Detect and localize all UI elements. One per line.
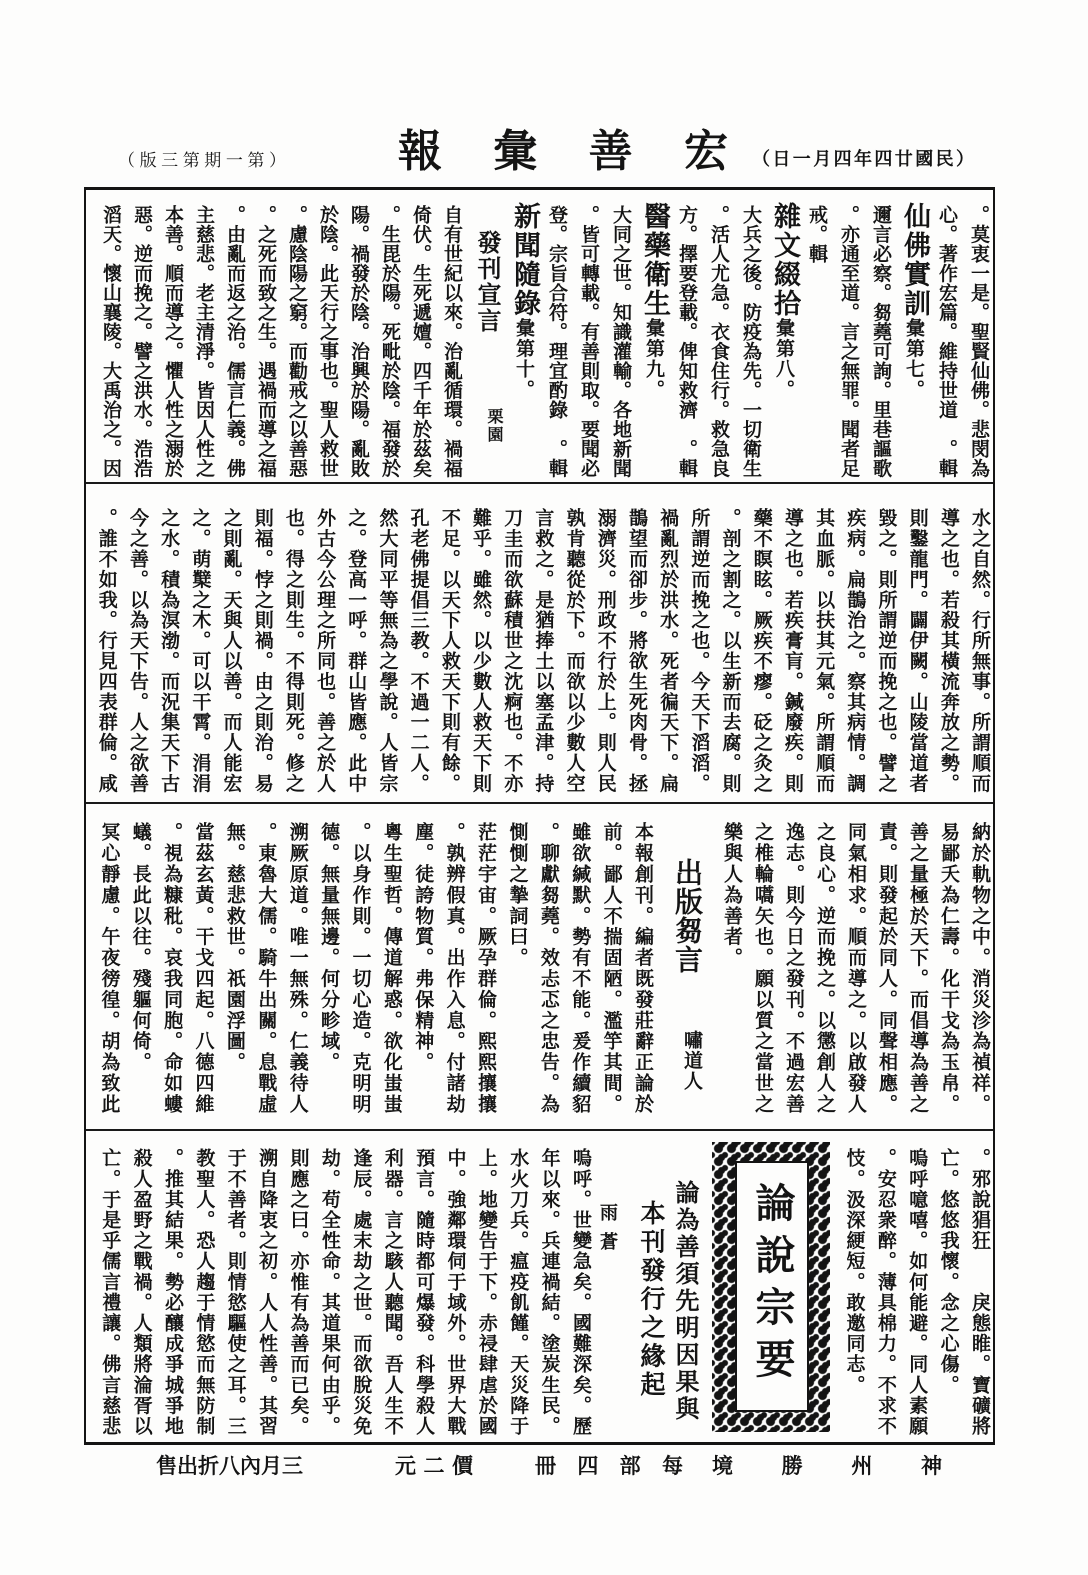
text-column: 。視為糠秕。哀我同胞。命如螻	[161, 822, 184, 1115]
column-title: 論說宗要	[749, 1182, 797, 1390]
text-column: 雖欲緘默。勢有不能。爰作續貂	[569, 822, 592, 1115]
footer-discount: 三月內八折出售	[156, 1453, 303, 1478]
text-column: 則鑿龍門。闢伊闕。山陵當道者	[906, 508, 929, 794]
text-column: 難乎。雖然。以少數人救天下則	[470, 508, 492, 794]
text-column: 。邪說猖狂 戾態睢。寶礦將	[969, 1148, 991, 1437]
text-column: 大兵之後。防疫為先。一切衛生	[740, 205, 762, 478]
text-column: 導之也。若殺其橫流奔放之勢。	[937, 508, 960, 794]
spacer	[830, 1132, 838, 1133]
text-column: 德。無量無邊。何分畛域。	[318, 822, 341, 1073]
text-column: 水之自然。行所無事。所謂順而	[969, 508, 991, 794]
text-column: 本善。順而導之。懼人性之溺於	[162, 205, 184, 478]
text-column: 劫。苟全性命。其道果何由乎。	[318, 1148, 341, 1437]
footer-price: 價二元	[395, 1453, 473, 1478]
footer-volumes: 每部四冊	[535, 1453, 683, 1478]
text-column: 亡。于是乎儒言禮讓。佛言慈悲	[99, 1148, 122, 1437]
text-column: 塵。徒誇物質。弗保精神。	[412, 822, 435, 1073]
text-column: 之。萌櫱之木。可以干霄。涓涓	[189, 508, 212, 794]
text-column: 溯厥原道。唯一無殊。仁義待人	[286, 822, 309, 1115]
section-2	[87, 485, 995, 801]
text-column: 之椎輪嚆矢也。願以質之當世之	[752, 822, 774, 1115]
text-column: 預言。隨時都可爆發。科學殺人	[413, 1148, 436, 1437]
text-column: 孔老佛提倡三教。不過一二人。	[407, 508, 430, 794]
text-column: 年以來。兵連禍結。塗炭生民。	[538, 1148, 561, 1437]
text-column: 之。登高一呼。群山皆應。此中	[345, 508, 368, 794]
text-column: 利器。言之駭人聽聞。吾人生不	[381, 1148, 404, 1437]
text-column: 逢辰。處末劫之世。而欲脫災免	[350, 1148, 373, 1437]
text-column: 樂與人為善者。	[721, 822, 743, 969]
text-column: 水火刀兵。瘟疫飢饉。天災降于	[507, 1148, 530, 1437]
text-column: 今之善。以為天下告。人之欲善	[126, 508, 149, 794]
section-3	[87, 805, 995, 1128]
text-column: 逸志。則今日之發刊。不過宏善	[783, 822, 805, 1115]
text-column: 。慮陰陽之窮。而勸戒之以善惡	[286, 205, 308, 478]
text-column: 邇言必察。芻蕘可詢。里巷謳歌	[870, 205, 892, 478]
text-column: 教聖人。恐人趨于情慾而無防制	[193, 1148, 216, 1437]
heading-sub: 彙第七。	[903, 318, 925, 400]
text-column: 言救之。是猶捧土以塞孟津。持	[532, 508, 555, 794]
heading-sub: 彙第八。	[773, 318, 795, 400]
article-subtitle: 論為善須先明因果與	[671, 1180, 701, 1423]
section-1	[87, 190, 995, 482]
section-heading	[897, 202, 931, 400]
text-column: 之則亂。天與人以善。而人能宏	[220, 508, 243, 794]
article-title: 出版芻言	[671, 858, 704, 974]
text-column: 。活人尤急。衣食住行。救急良	[708, 205, 730, 478]
text-column: 當茲玄黃。干戈四起。八德四維	[192, 822, 215, 1115]
text-column: 。孰辨假真。出作入息。付諸劫	[443, 822, 466, 1115]
text-column: 孰肯聽從於下。而欲以少數人空	[563, 508, 586, 794]
heading-sub: 彙第九。	[643, 318, 665, 400]
text-column: 大同之世。知識灌輸。各地新聞	[610, 205, 632, 478]
text-column: 主慈悲。老主清淨。皆因人性之	[193, 205, 215, 478]
text-column: 上。地變告于下。赤祲肆虐於國	[475, 1148, 498, 1437]
text-column: 溺濟災。刑政不行於上。則人民	[594, 508, 617, 794]
text-column: 粵生聖哲。傳道解惑。欲化蚩蚩	[380, 822, 403, 1115]
section-heading	[637, 202, 671, 400]
article-author: 嘯道人	[681, 1030, 703, 1092]
text-column: 納於軌物之中。消災沴為禎祥。	[969, 822, 991, 1115]
section-4	[87, 1132, 995, 1440]
heading-main: 新聞隨錄	[509, 202, 540, 318]
text-column: 登。宗旨合符。理宜酌錄 。輯	[546, 205, 568, 478]
text-column: 殺人盈野之戰禍。人類將淪胥以	[130, 1148, 153, 1437]
text-column: 心。著作宏篇。維持世道 。輯	[936, 205, 958, 478]
text-column: 倚伏。生死遞嬗。四千年於茲矣	[410, 205, 432, 478]
text-column: 。由亂而返之治。儒言仁義。佛	[224, 205, 246, 478]
text-column: 。聊獻芻蕘。效忐忑之忠告。為	[537, 822, 560, 1115]
newspaper-title: 宏善彙報	[398, 126, 728, 177]
article-title: 發刊宣言	[473, 230, 502, 334]
text-column: 蟻。長此以往。殘軀何倚。	[129, 822, 152, 1073]
text-column: 則應之曰。亦惟有為善而已矣。	[287, 1148, 310, 1437]
heading-sub: 彙第十。	[513, 318, 535, 400]
text-column: 滔天。懷山襄陵。大禹治之。因	[100, 205, 122, 478]
text-column: 疾病。扁鵲治之。察其病情。調	[844, 508, 867, 794]
text-column: 于不善者。則情慾驅使之耳。三	[224, 1148, 247, 1437]
text-column: 同氣相求。順而導之。以啟發人	[845, 822, 867, 1115]
text-column: 之良心。逆而挽之。以懲創人之	[814, 822, 836, 1115]
issue-label: （第一期第三版）	[118, 151, 286, 171]
text-column: 嗚呼噫嘻。如何能避。同人素願	[906, 1148, 929, 1437]
text-column: 責。則發起於同人。同聲相應。	[876, 822, 898, 1115]
article-subtitle: 本刊發行之緣起	[637, 1200, 667, 1400]
text-column: 。亦通至道。言之無罪。聞者足	[838, 205, 860, 478]
article-title-block	[658, 805, 716, 1092]
text-column: 也。得之則生。不得則死。修之	[282, 508, 305, 794]
text-column: 。推其結果。勢必釀成爭城爭地	[161, 1148, 184, 1437]
heading-main: 雜文綴拾	[769, 202, 800, 318]
text-column: 易鄙夭為仁壽。化干戈為玉帛。	[938, 822, 960, 1115]
text-column: 外古今公理之所同也。善之於人	[314, 508, 337, 794]
ornamental-frame-panel	[737, 1163, 807, 1410]
section-heading	[507, 202, 541, 400]
text-column: 。以身作則。一切心造。克明明	[349, 822, 372, 1115]
text-column: 。剖之割之。以生新而去腐。則	[719, 508, 742, 794]
text-column: 無。慈悲救世。祇園浮圖。	[223, 822, 246, 1073]
text-column: 惡。逆而挽之。譬之洪水。浩浩	[131, 205, 153, 478]
text-column: 冥心靜慮。午夜徬徨。胡為致此	[98, 822, 121, 1115]
section-divider	[86, 1129, 993, 1131]
text-column: 藥不瞑眩。厥疾不瘳。砭之灸之	[750, 508, 773, 794]
heading-main: 仙佛實訓	[899, 202, 930, 318]
text-column: 嗚呼。世變急矣。國難深矣。歷	[570, 1148, 593, 1437]
article-author: 栗園	[485, 408, 504, 444]
text-column: 禍亂烈於洪水。死者徧天下。扁	[657, 508, 680, 794]
text-column: 。安忍衆醉。薄具棉力。不求不	[874, 1148, 897, 1437]
section-heading	[767, 202, 801, 400]
date-label: （民國廿四年四月一日）	[752, 149, 974, 170]
text-column: 。生毘於陽。死毗於陰。福發於	[379, 205, 401, 478]
text-column: 則福。悖之則禍。由之則治。易	[251, 508, 274, 794]
text-column: 毀之。則所謂逆而挽之也。譬之	[875, 508, 898, 794]
spacer	[702, 1132, 712, 1133]
text-column: 不足。以天下人救天下則有餘。	[438, 508, 461, 794]
text-column: 鵲望而卻步。將欲生死肉骨。拯	[625, 508, 648, 794]
text-column: 中。強鄰環伺于域外。世界大戰	[444, 1148, 467, 1437]
text-column: 惻惻之摯詞曰。	[506, 822, 529, 969]
text-column: 之水。積為溟渤。而況集天下古	[158, 508, 181, 794]
footer-slogan: 神州勝境	[712, 1453, 942, 1478]
text-column: 所謂逆而挽之也。今天下滔滔。	[688, 508, 711, 794]
text-column: 。誰不如我。行見四表群倫。咸	[95, 508, 118, 794]
text-column: 茫茫宇宙。厥孕群倫。熙熙攘攘	[475, 822, 498, 1115]
text-column: 。之死而致之生。遇禍而導之福	[255, 205, 277, 478]
text-column: 陽。禍發於陰。治興於陽。亂敗	[348, 205, 370, 478]
article-author: 雨蒼	[597, 1203, 619, 1261]
ornamental-frame	[712, 1142, 830, 1432]
text-column: 自有世紀以來。治亂循環。禍福	[441, 205, 463, 478]
text-column: 於陰。此天行之事也。聖人救世	[317, 205, 339, 478]
article-title-block	[467, 190, 507, 444]
text-column: 然大同平等無為之學說。人皆宗	[376, 508, 399, 794]
text-column: 前。鄙人不揣固陋。濫竽其間。	[600, 822, 623, 1115]
spacer	[618, 1132, 634, 1133]
text-column: 亡。悠悠我懷。念之心傷。	[937, 1148, 960, 1396]
text-column: 溯自降衷之初。人人性善。其習	[256, 1148, 279, 1437]
text-column: 戒。輯	[806, 205, 828, 264]
heading-main: 醫藥衛生	[639, 202, 670, 318]
text-column: 其血脈。以扶其元氣。所謂順而	[813, 508, 836, 794]
text-column: 。東魯大儒。騎牛出關。息戰虛	[255, 822, 278, 1115]
text-column: 方。擇要登載。俾知救濟 。輯	[676, 205, 698, 478]
text-column: 刀圭而欲蘇積世之沈痾也。不亦	[501, 508, 524, 794]
text-column: 忮。汲深綆短。敢邀同志。	[843, 1148, 866, 1396]
text-column: 善之量極於天下。而倡導為善之	[907, 822, 929, 1115]
text-column: 。莫衷一是。聖賢仙佛。悲閔為	[968, 205, 990, 478]
text-column: 。皆可轉載。有善則取。要聞必	[578, 205, 600, 478]
text-column: 本報創刊。編者既發莊辭正論於	[632, 822, 654, 1115]
text-column: 導之也。若疾膏肓。鍼廢疾。則	[781, 508, 804, 794]
